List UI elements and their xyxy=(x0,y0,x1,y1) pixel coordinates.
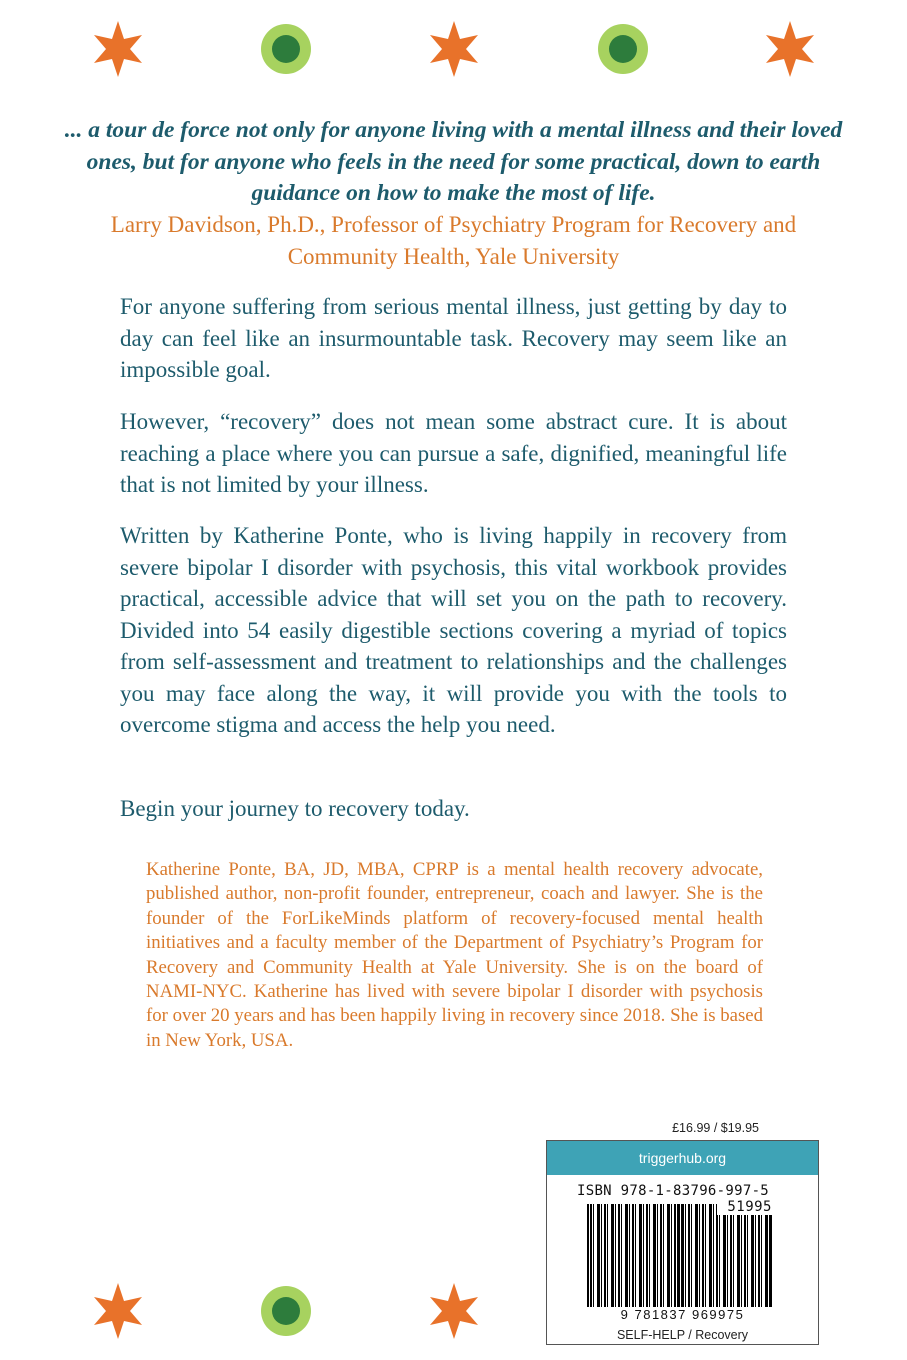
quote-attribution: Larry Davidson, Ph.D., Professor of Psychiatry Program for Recovery and Community Health, Yale University xyxy=(110,212,797,269)
star-icon xyxy=(424,19,484,79)
barcode-guard-center xyxy=(678,1204,680,1315)
star-icon xyxy=(424,1281,484,1341)
barcode-number: 9 781837 969975 xyxy=(567,1307,798,1322)
star-icon xyxy=(88,19,148,79)
circle-icon xyxy=(596,22,650,76)
star-icon xyxy=(88,1281,148,1341)
barcode-guard-right xyxy=(770,1204,772,1315)
author-bio: Katherine Ponte, BA, JD, MBA, CPRP is a mental health recovery advocate, published author, non-profit founder, entrepreneur, coach and lawyer. She is the founder of the ForLikeMinds platform of recovery-focused mental health initiatives and a faculty member of the Department of Psychiatry’s Program for Recovery and Community Health at Yale University. She is on the board of NAMI-NYC. Katherine has lived with severe bipolar I disorder with psychosis for over 20 years and has been happily living in recovery since 2018. She is based in New York, USA. xyxy=(146,859,763,1051)
isbn-label: ISBN 978-1-83796-997-5 xyxy=(577,1183,770,1199)
review-quote: ... a tour de force not only for anyone living with a mental illness and their loved ones, but for anyone who feels in the need for some practical, down to earth guidance on how to make the most of life. xyxy=(64,117,843,206)
price-label: £16.99 / $19.95 xyxy=(672,1121,759,1135)
circle-icon xyxy=(259,1284,313,1338)
category-label: SELF-HELP / Recovery xyxy=(616,1328,749,1342)
barcode-box xyxy=(546,1140,819,1345)
body-paragraph-1: For anyone suffering from serious mental illness, just getting by day to day can feel like an insurmountable task. Recovery may seem like an impossible goal. xyxy=(120,294,787,382)
body-paragraph-4: Begin your journey to recovery today. xyxy=(120,796,470,821)
star-icon xyxy=(760,19,820,79)
circle-icon xyxy=(259,22,313,76)
publisher-website: triggerhub.org xyxy=(547,1141,818,1175)
body-paragraph-3: Written by Katherine Ponte, who is living happily in recovery from severe bipolar I disorder with psychosis, this vital workbook provides practical, accessible advice that will set you on the path to recovery. Divided into 54 easily digestible sections covering a myriad of topics from self-assessment and treatment to relationships and the challenges you may face along the way, it will provide you with the tools to overcome stigma and access the help you need. xyxy=(120,523,787,737)
price-code: 51995 xyxy=(727,1199,772,1215)
barcode-guard-left xyxy=(587,1204,589,1315)
body-paragraph-2: However, “recovery” does not mean some abstract cure. It is about reaching a place where you can pursue a safe, dignified, meaningful life that is not limited by your illness. xyxy=(120,409,787,497)
barcode xyxy=(567,1181,798,1322)
